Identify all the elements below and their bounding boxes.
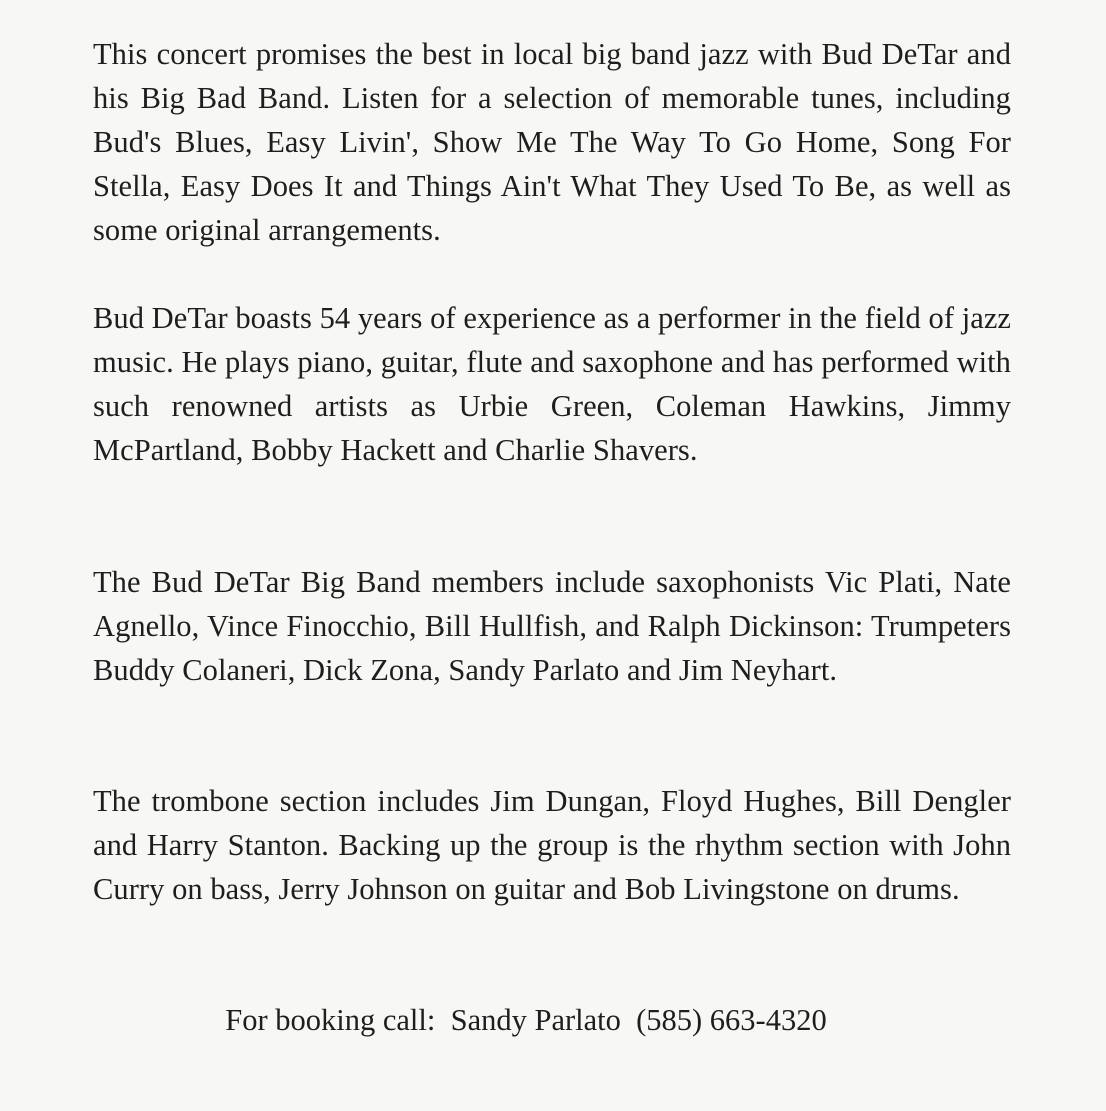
paragraph-trombone-rhythm-section: The trombone section includes Jim Dungan, Floyd Hughes, Bill Dengler and Harry Stanton. Backing up the group is the rhythm section with John Curry on bass, Jerry Johnson on guitar and Bob Livingstone on drums. — [93, 784, 1011, 906]
paragraph-band-members: The Bud DeTar Big Band members include saxophonists Vic Plati, Nate Agnello, Vince Finocchio, Bill Hullfish, and Ralph Dickinson: Trumpeters Buddy Colaneri, Dick Zona, Sandy Parlato and Jim Neyhart. — [93, 565, 1011, 687]
paragraph-concert-intro: This concert promises the best in local big band jazz with Bud DeTar and his Big Bad Band. Listen for a selection of memorable tunes, including Bud's Blues, Easy Livin', Show Me The Way To Go Home, Song For Stella, Easy Does It and Things Ain't What They Used To Be, as well as some original arrangements. — [93, 37, 1011, 247]
booking-contact: For booking call: Sandy Parlato (585) 663-4320 — [225, 1003, 827, 1037]
paragraph-bud-detar-bio: Bud DeTar boasts 54 years of experience as a performer in the field of jazz music. He plays piano, guitar, flute and saxophone and has performed with such renowned artists as Urbie Green, Coleman Hawkins, Jimmy McPartland, Bobby Hackett and Charlie Shavers. — [93, 301, 1011, 467]
